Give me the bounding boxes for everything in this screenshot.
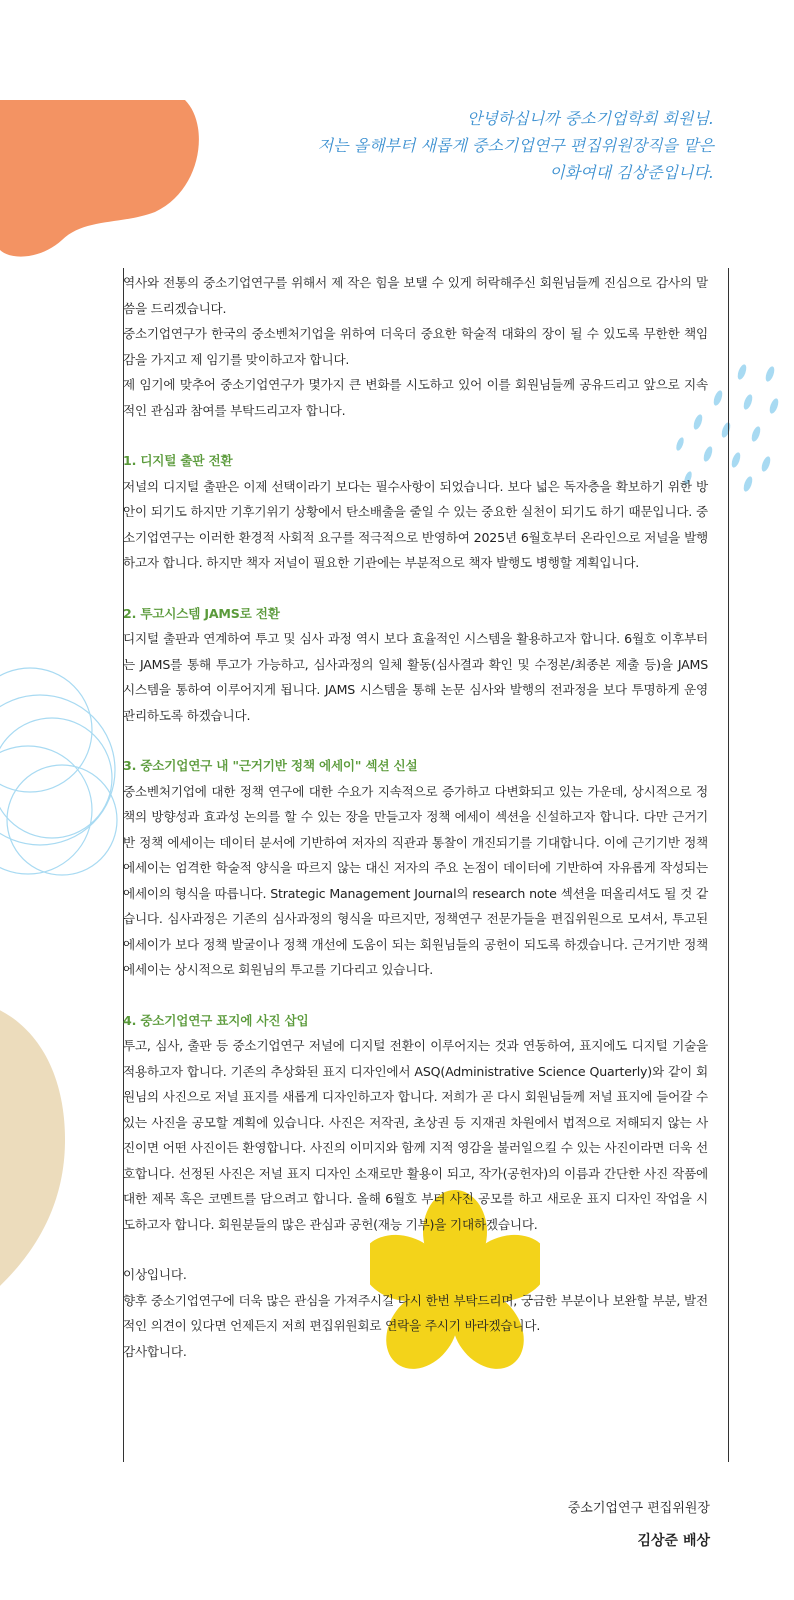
section-3-body: 중소벤처기업에 대한 정책 연구에 대한 수요가 지속적으로 증가하고 다변화되고 있는 가운데, 상시적으로 정책의 방향성과 효과성 논의를 할 수 있는 장을 만들고자 정책 에세이 섹션을 신설하고자 합니다. 다만 근거기반 정책 에세이는 데이터 분서에 기반하여 저자의 직관과 통찰이 개진되기를 기대합니다. 이에 근기기반 정책 에세이는 엄격한 학술적 양식을 따르지 않는 대신 저자의 주요 논점이 데이터에 기반하여 자유롭게 작성되는 에세이의 형식을 따릅니다. Strategic Management Journal의 research note 섹션을 떠올리셔도 될 것 같습니다. 심사과정은 기존의 심사과정의 형식을 따르지만, 정책연구 전문가들을 편집위원으로 모셔서, 투고된 에세이가 보다 정책 발굴이나 정책 개선에 도움이 되는 회원님들의 공헌이 되도록 하겠습니다. 근거기반 정책에세이는 상시적으로 회원님의 투고를 기다리고 있습니다. xyxy=(123,783,708,977)
beige-blob-decoration xyxy=(0,1000,80,1300)
greeting-line-1: 안녕하십니까 중소기업학회 회원님. xyxy=(466,109,714,128)
section-1-title: 1. 디지털 출판 전환 xyxy=(123,453,233,468)
rings-decoration xyxy=(0,660,140,890)
intro-paragraph-2: 중소기업연구가 한국의 중소벤처기업을 위하여 더욱더 중요한 학술적 대화의 장이 될 수 있도록 무한한 책임감을 가지고 제 임기를 맞이하고자 합니다. xyxy=(123,326,708,367)
greeting xyxy=(154,105,714,186)
section-4-body: 투고, 심사, 출판 등 중소기업연구 저널에 디지털 전환이 이루어지는 것과 연동하여, 표지에도 디지털 기술을 적용하고자 합니다. 기존의 추상화된 표지 디자인에서 ASQ(Administrative Science Quarterly)와 같이 회원님의 사진으로 저널 표지를 새롭게 디자인하고자 합니다. 저희가 곧 다시 회원님들께 저널 표지에 들어갈 수 있는 사진을 공모할 계획에 있습니다. 사진은 저작권, 초상권 등 지재권 차원에서 법적으로 저해되지 않는 사진이면 어떤 사진이든 환영합니다. 사진의 이미지와 함께 지적 영감을 불러일으킬 수 있는 사진이라면 더욱 선호합니다. 선정된 사진은 저널 표지 디자인 소재로만 활용이 되고, 작가(공헌자)의 이름과 간단한 사진 작품에 대한 제목 혹은 코멘트를 담으려고 합니다. 올해 6월호 부터 사진 공모를 하고 새로운 표지 디자인 작업을 시도하고자 합니다. 회원분들의 많은 관심과 공헌(재능 기부)을 기대하겠습니다. xyxy=(123,1038,708,1232)
signature xyxy=(568,1493,710,1557)
closing-line-1: 이상입니다. xyxy=(123,1267,187,1282)
letter-body xyxy=(123,270,708,1364)
closing-line-3: 감사합니다. xyxy=(123,1343,187,1359)
signature-title: 중소기업연구 편집위원장 xyxy=(567,1501,710,1516)
section-3-title: 3. 중소기업연구 내 "근거기반 정책 에세이" 섹션 신설 xyxy=(123,758,418,773)
section-4-title: 4. 중소기업연구 표지에 사진 삽입 xyxy=(123,1012,309,1028)
section-2-title: 2. 투고시스템 JAMS로 전환 xyxy=(123,605,280,621)
intro-paragraph-3: 제 임기에 맞추어 중소기업연구가 몇가지 큰 변화를 시도하고 있어 이를 회원님들께 공유드리고 앞으로 지속적인 관심과 참여를 부탁드리고자 합니다. xyxy=(123,377,708,418)
greeting-line-2: 저는 올해부터 새롭게 중소기업연구 편집위원장직을 맡은 xyxy=(317,136,714,155)
section-1-body: 저널의 디지털 출판은 이제 선택이라기 보다는 필수사항이 되었습니다. 보다 넓은 독자층을 확보하기 위한 방안이 되기도 하지만 기후기위기 상황에서 탄소배출을 줄일 수 있는 중요한 실천이 되기도 하기 때문입니다. 중소기업연구는 이러한 환경적 사회적 요구를 적극적으로 반영하여 2025년 6월호부터 온라인으로 저널을 발행하고자 합니다. 하지만 책자 저널이 필요한 기관에는 부분적으로 책자 발행도 병행할 계획입니다. xyxy=(123,478,708,570)
intro-paragraph-1: 역사와 전통의 중소기업연구를 위해서 제 작은 힘을 보탤 수 있게 허락해주신 회원님들께 진심으로 감사의 말씀을 드리겠습니다. xyxy=(123,275,708,316)
section-2-body: 디지털 출판과 연계하여 투고 및 심사 과정 역시 보다 효율적인 시스템을 활용하고자 합니다. 6월호 이후부터는 JAMS를 통해 투고가 가능하고, 심사과정의 일체 활동(심사결과 확인 및 수정본/최종본 제출 등)을 JAMS 시스템을 통하여 이루어지게 됩니다. JAMS 시스템을 통해 논문 심사와 발행의 전과정을 보다 투명하게 운영 관리하도록 하겠습니다. xyxy=(123,631,708,723)
closing-line-2: 향후 중소기업연구에 더욱 많은 관심을 가져주시길 다시 한번 부탁드리며, 궁금한 부분이나 보완할 부분, 발전적인 의견이 있다면 언제든지 저희 편집위원회로 연락을 주시기 바라겠습니다. xyxy=(123,1292,708,1333)
signature-name: 김상준 배상 xyxy=(637,1533,710,1549)
greeting-line-3: 이화여대 김상준입니다. xyxy=(549,163,714,182)
